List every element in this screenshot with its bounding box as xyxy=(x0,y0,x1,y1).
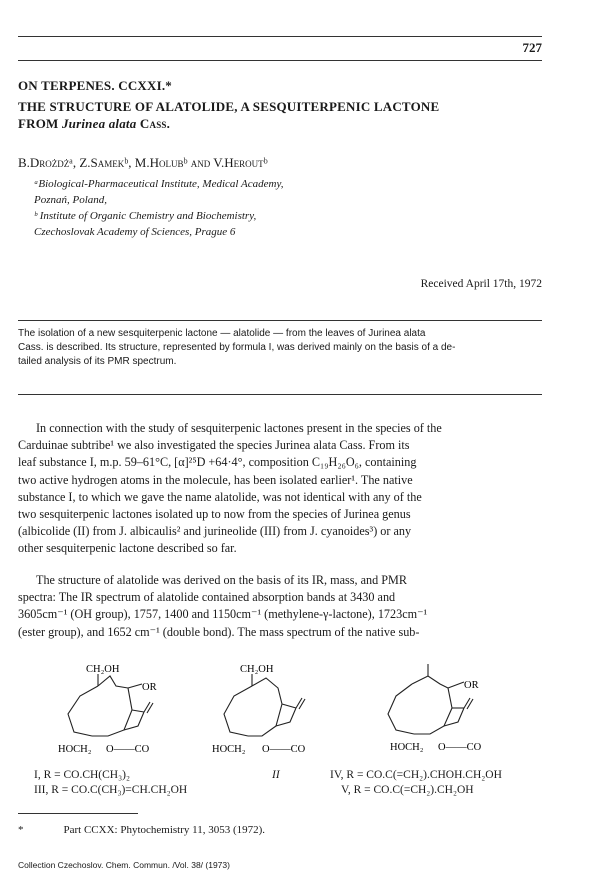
struct-label: HOCH₂ xyxy=(390,742,424,753)
body-line: (albicolide (II) from J. albicaulis² and jurineolide (III) from J. cyanoides³) or any xyxy=(18,524,412,539)
struct-label: O——CO xyxy=(262,744,306,755)
struct-label: HOCH₂ xyxy=(58,744,92,755)
article-title-line2: FROM Jurinea alata Cass. xyxy=(18,116,171,131)
journal-footer: Collection Czechoslov. Chem. Commun. /Vol. 38/ (1973) xyxy=(18,860,230,870)
formula-IV: IV, R = CO.C(=CH₂).CHOH.CH₂OH xyxy=(330,769,502,781)
body-line: spectra: The IR spectrum of alatolide contained absorption bands at 3430 and xyxy=(18,590,396,605)
struct-label: OR xyxy=(464,680,479,691)
abstract-line: The isolation of a new sesquiterpenic lactone — alatolide — from the leaves of Jurinea alata xyxy=(18,328,426,339)
authors: B.Drożdżᵃ, Z.Samekᵇ, M.Holubᵇ and V.Heroutᵇ xyxy=(18,155,268,170)
footnote xyxy=(18,824,265,836)
series-title: ON TERPENES. CCXXI.* xyxy=(18,78,173,93)
struct-label: CH₂OH xyxy=(240,664,274,675)
formula-I: I, R = CO.CH(CH₃)₂ xyxy=(34,769,130,781)
abstract-line: Cass. is described. Its structure, represented by formula I, was derived mainly on the basis of a de- xyxy=(18,342,456,353)
abstract-line: tailed analysis of its PMR spectrum. xyxy=(18,356,177,367)
abstract-top-rule xyxy=(18,320,542,321)
article-title-line1: THE STRUCTURE OF ALATOLIDE, A SESQUITERPENIC LACTONE xyxy=(18,99,440,114)
footnote-rule xyxy=(18,813,138,814)
body-line: two sesquiterpenic lactones isolated up to now from the species of Jurinea genus xyxy=(18,507,411,522)
struct-label: O——CO xyxy=(438,742,482,753)
formula-II: II xyxy=(272,769,280,781)
body-line: (ester group), and 1652 cm⁻¹ (double bond). The mass spectrum of the native sub- xyxy=(18,624,420,639)
structure-2 xyxy=(212,662,332,758)
struct-label: HOCH₂ xyxy=(212,744,246,755)
page-number: 727 xyxy=(522,40,542,55)
species-name: Jurinea alata xyxy=(61,116,137,131)
affiliation-line: Poznań, Poland, xyxy=(34,194,108,206)
body-line: substance I, to which we gave the name alatolide, was not identical with any of the xyxy=(18,489,422,504)
affiliation-line: Czechoslovak Academy of Sciences, Prague 6 xyxy=(34,226,236,238)
body-line: Carduinae subtribe¹ we also investigated the species Jurinea alata Cass. From its xyxy=(18,438,410,453)
body-line: The structure of alatolide was derived on the basis of its IR, mass, and PMR xyxy=(36,573,407,587)
paragraph-2 xyxy=(18,572,544,641)
struct-label: O——CO xyxy=(106,744,150,755)
struct-label: CH₂OH xyxy=(86,664,120,675)
abstract xyxy=(18,327,542,369)
footnote-text: Part CCXX: Phytochemistry 11, 3053 (1972). xyxy=(63,824,266,836)
formula-V: V, R = CO.C(=CH₂).CH₂OH xyxy=(341,784,474,796)
formula-III: III, R = CO.C(CH₃)=CH.CH₂OH xyxy=(34,784,188,796)
header-rule xyxy=(18,60,542,61)
body-line: In connection with the study of sesquiterpenic lactones present in the species of the xyxy=(36,421,442,435)
received-date: Received April 17th, 1972 xyxy=(420,278,542,290)
affiliation-line: ᵃBiological-Pharmaceutical Institute, Medical Academy, xyxy=(34,178,284,190)
top-rule xyxy=(18,36,542,37)
body-line: 3605cm⁻¹ (OH group), 1757, 1400 and 1150cm⁻¹ (methylene-γ-lactone), 1723cm⁻¹ xyxy=(18,607,428,622)
structure-1 xyxy=(58,662,188,758)
abstract-bottom-rule xyxy=(18,394,542,395)
struct-label: OR xyxy=(142,682,157,693)
body-line: other sesquiterpenic lactone described so far. xyxy=(18,541,237,556)
footnote-mark: * xyxy=(18,824,24,836)
structure-3 xyxy=(376,662,506,758)
affiliation-line: ᵇ Institute of Organic Chemistry and Biochemistry, xyxy=(34,210,257,222)
body-line: leaf substance I, m.p. 59–61°C, [α]²⁵D +64·4°, composition C₁₉H₂₆O₆, containing xyxy=(18,455,417,470)
paragraph-1 xyxy=(18,420,544,558)
body-line: two active hydrogen atoms in the molecule, has been isolated earlier¹. The native xyxy=(18,472,413,487)
